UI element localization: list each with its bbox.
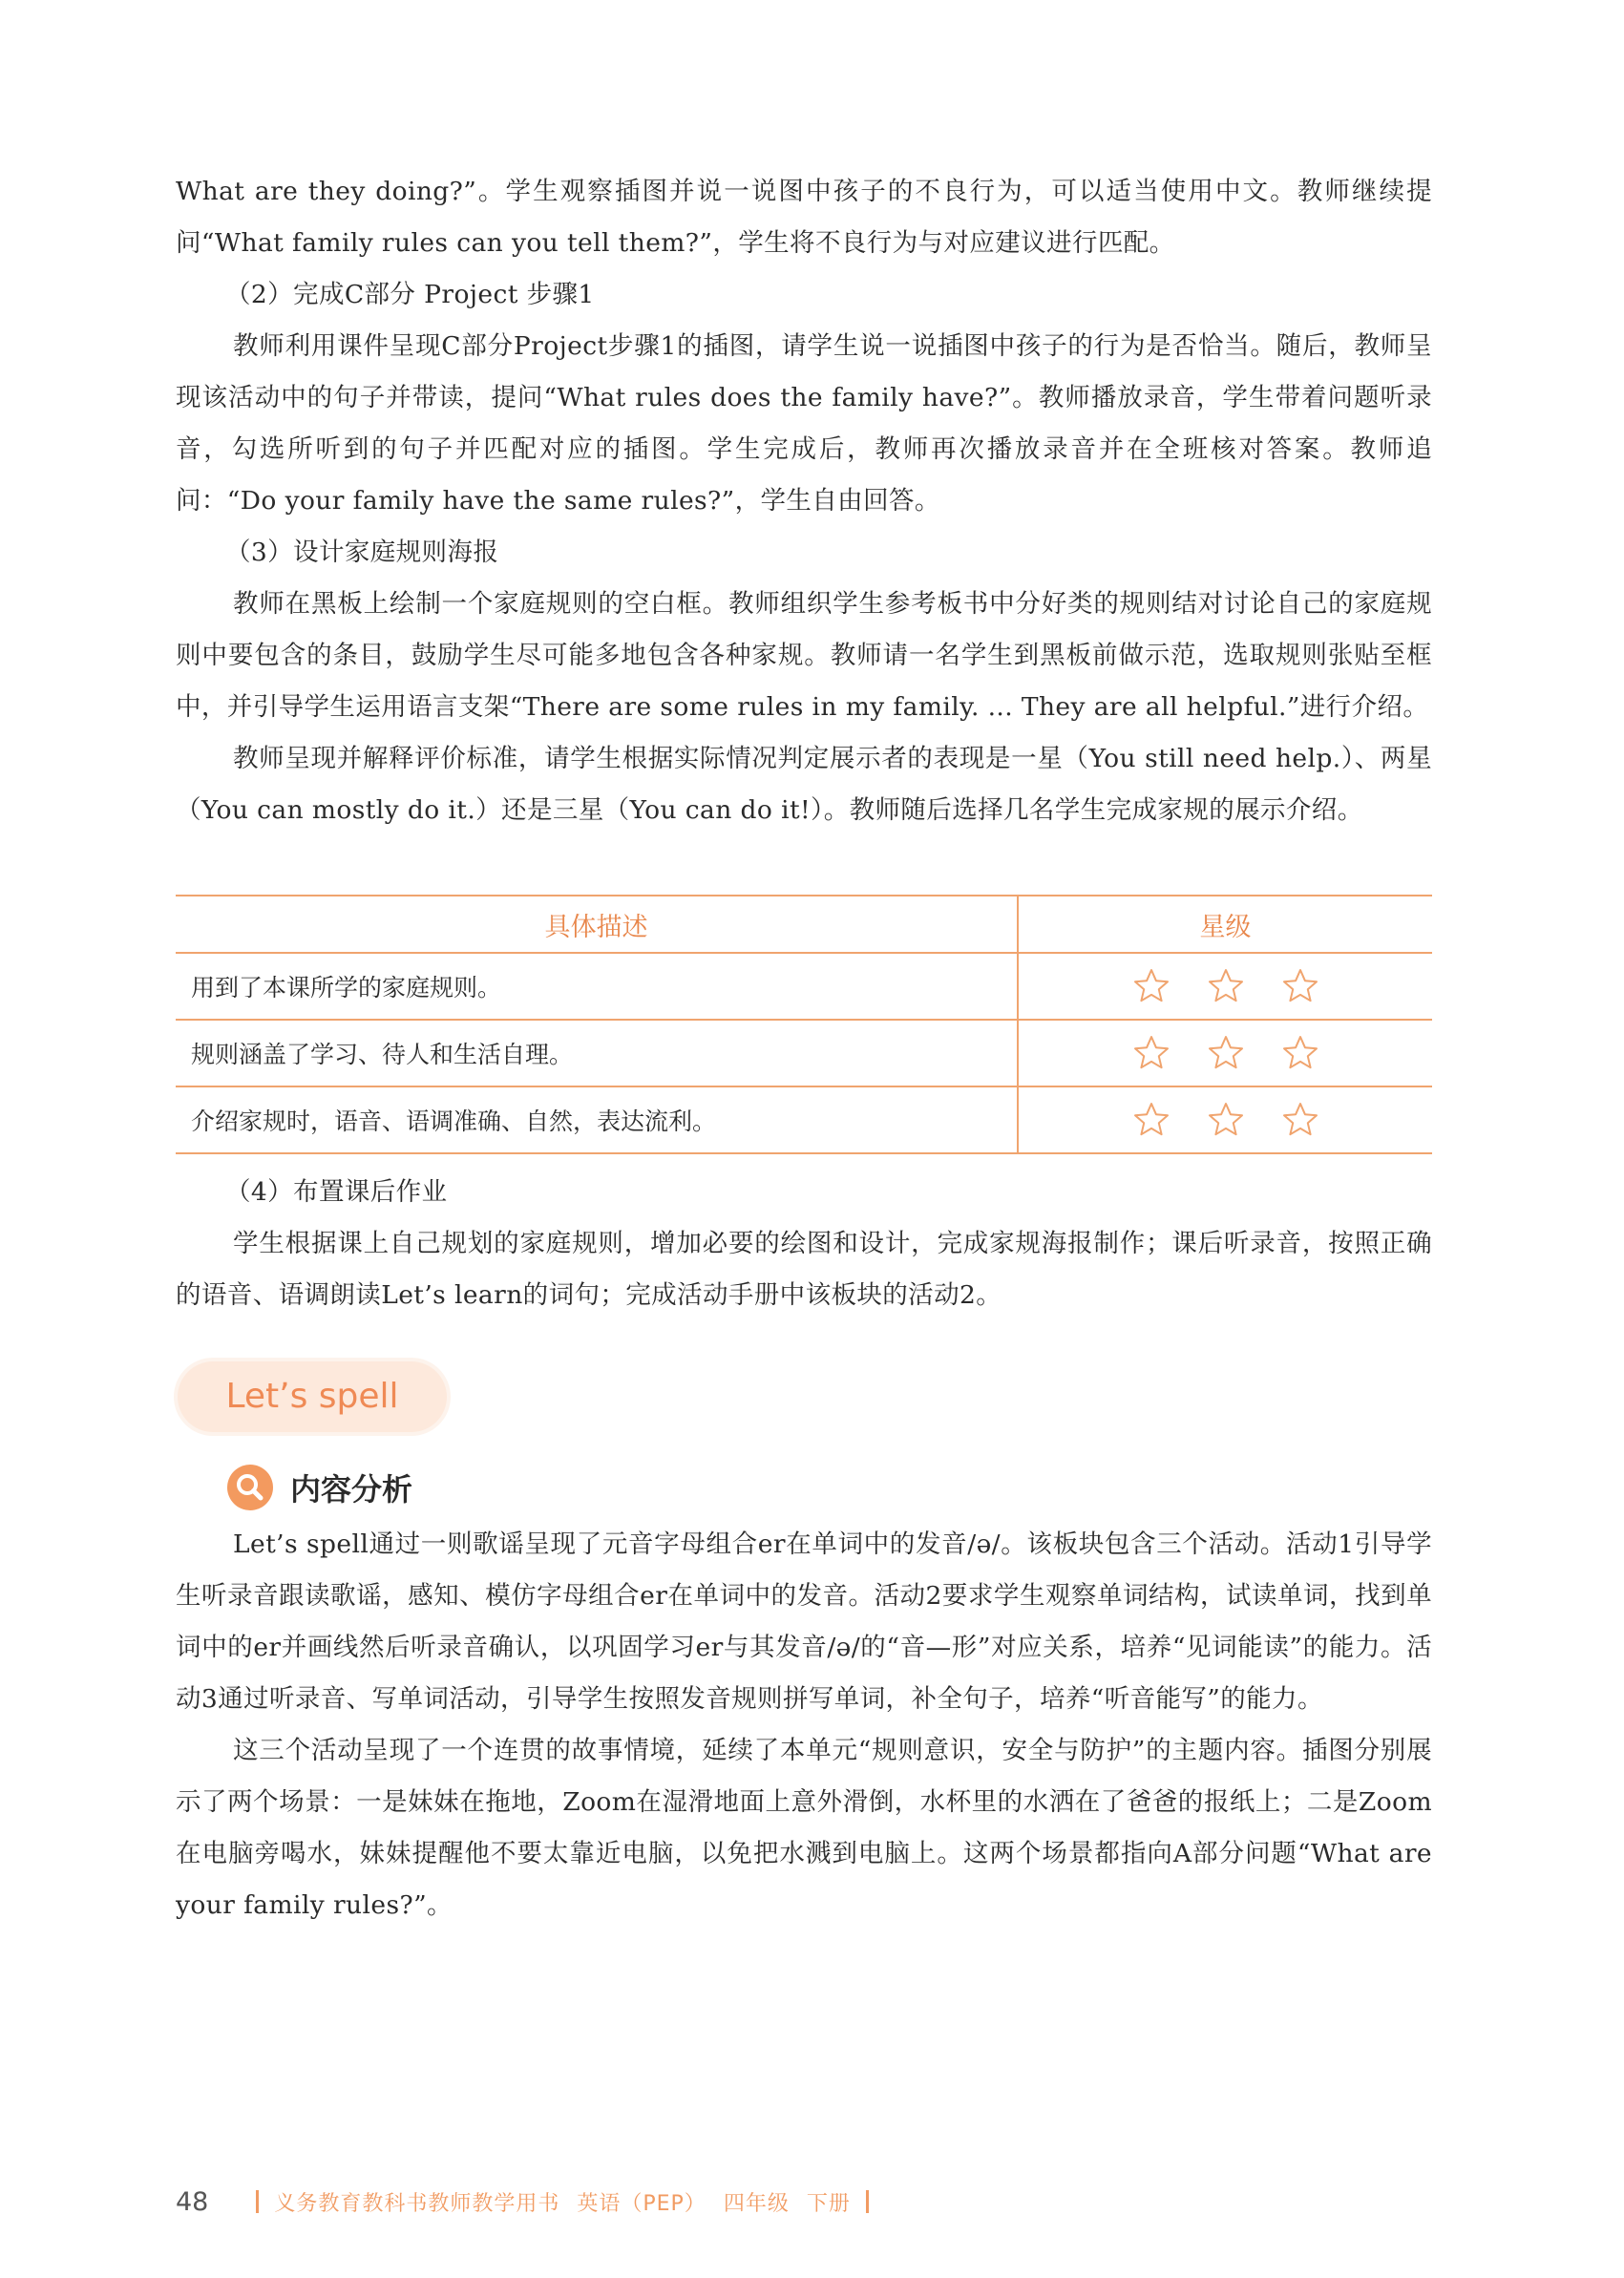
star-outline-icon: [1281, 1101, 1319, 1139]
footer-divider: [256, 2190, 259, 2213]
rating-row: [176, 1020, 1432, 1086]
footer-volume: 下册: [806, 2191, 851, 2216]
header-stars: 星级: [1018, 896, 1432, 953]
page-number: 48: [176, 2186, 209, 2217]
paragraph-analysis-2: 这三个活动呈现了一个连贯的故事情境，延续了本单元“规则意识，安全与防护”的主题内容。插图分别展示了两个场景：一是妹妹在拖地，Zoom在湿滑地面上意外滑倒，水杯里的水洒在了爸爸的报纸上；二是Zoom在电脑旁喝水，妹妹提醒他不要太靠近电脑，以免把水溅到电脑上。这两个场景都指向A部分问题“What are your family rules?”。: [176, 1736, 1432, 1920]
star-outline-icon: [1281, 967, 1319, 1005]
body-bottom: [176, 1519, 1432, 1931]
rating-stars: [1018, 1086, 1432, 1153]
rating-description: 介绍家规时，语音、语调准确、自然，表达流利。: [176, 1086, 1018, 1153]
paragraph-homework: 学生根据课上自己规划的家庭规则，增加必要的绘图和设计，完成家规海报制作；课后听录音，按照正确的语音、语调朗读Let’s learn的词句；完成活动手册中该板块的活动2。: [176, 1229, 1432, 1310]
paragraph-step-3: 教师在黑板上绘制一个家庭规则的空白框。教师组织学生参考板书中分好类的规则结对讨论自己的家庭规则中要包含的条目，鼓励学生尽可能多地包含各种家规。教师请一名学生到黑板前做示范，选取规则张贴至框中，并引导学生运用语言支架“There are some rules in my family. ... They are all helpful.”进行介绍。: [176, 589, 1432, 722]
rating-row: [176, 1086, 1432, 1153]
star-outline-icon: [1207, 1101, 1245, 1139]
star-outline-icon: [1132, 967, 1171, 1005]
paragraph-step-2: 教师利用课件呈现C部分Project步骤1的插图，请学生说一说插图中孩子的行为是否恰当。随后，教师呈现该活动中的句子并带读，提问“What rules does the family have?”。教师播放录音，学生带着问题听录音，勾选所听到的句子并匹配对应的插图。学生完成后，教师再次播放录音并在全班核对答案。教师追问：“Do your family have the same rules?”，学生自由回答。: [176, 331, 1432, 516]
star-outline-icon: [1281, 1034, 1319, 1072]
step-heading-4: （4）布置课后作业: [225, 1177, 448, 1207]
rating-table-header: [176, 896, 1432, 953]
footer-grade: 四年级: [723, 2191, 790, 2216]
star-outline-icon: [1132, 1034, 1171, 1072]
star-outline-icon: [1132, 1101, 1171, 1139]
page-footer: [176, 2183, 884, 2221]
paragraph-continued: What are they doing?”。学生观察插图并说一说图中孩子的不良行为，可以适当使用中文。教师继续提问“What family rules can you tell them?”，学生将不良行为与对应建议进行匹配。: [176, 177, 1432, 258]
paragraph-evaluation: 教师呈现并解释评价标准，请学生根据实际情况判定展示者的表现是一星（You still need help.）、两星（You can mostly do it.）还是三星（You can do it!）。教师随后选择几名学生完成家规的展示介绍。: [176, 744, 1432, 825]
analysis-heading: [227, 1461, 412, 1514]
footer-book-title: [274, 2187, 850, 2217]
star-outline-icon: [1207, 967, 1245, 1005]
body-top: [176, 166, 1432, 836]
paragraph-analysis-1: Let’s spell通过一则歌谣呈现了元音字母组合er在单词中的发音/ə/。该板块包含三个活动。活动1引导学生听录音跟读歌谣，感知、模仿字母组合er在单词中的发音。活动2要求学生观察单词结构，试读单词，找到单词中的er并画线然后听录音确认，以巩固学习er与其发音/ə/的“音—形”对应关系，培养“见词能读”的能力。活动3通过听录音、写单词活动，引导学生按照发音规则拼写单词，补全句子，培养“听音能写”的能力。: [176, 1529, 1432, 1714]
rating-row: [176, 953, 1432, 1020]
rating-stars: [1018, 1020, 1432, 1086]
step-heading-2: （2）完成C部分 Project 步骤1: [225, 280, 595, 309]
body-mid: [176, 1167, 1432, 1321]
footer-book: 义务教育教科书教师教学用书: [274, 2191, 560, 2216]
rating-stars: [1018, 953, 1432, 1020]
header-description: 具体描述: [176, 896, 1018, 953]
rating-description: 用到了本课所学的家庭规则。: [176, 953, 1018, 1020]
star-outline-icon: [1207, 1034, 1245, 1072]
analysis-title: 内容分析: [290, 1471, 413, 1508]
section-tag-lets-spell: Let’s spell: [178, 1361, 447, 1432]
step-heading-3: （3）设计家庭规则海报: [225, 538, 499, 567]
search-icon: [227, 1465, 273, 1510]
footer-divider-end: [866, 2190, 869, 2213]
footer-subject: 英语（PEP）: [577, 2191, 707, 2216]
rating-table: [176, 895, 1432, 1154]
rating-description: 规则涵盖了学习、待人和生活自理。: [176, 1020, 1018, 1086]
